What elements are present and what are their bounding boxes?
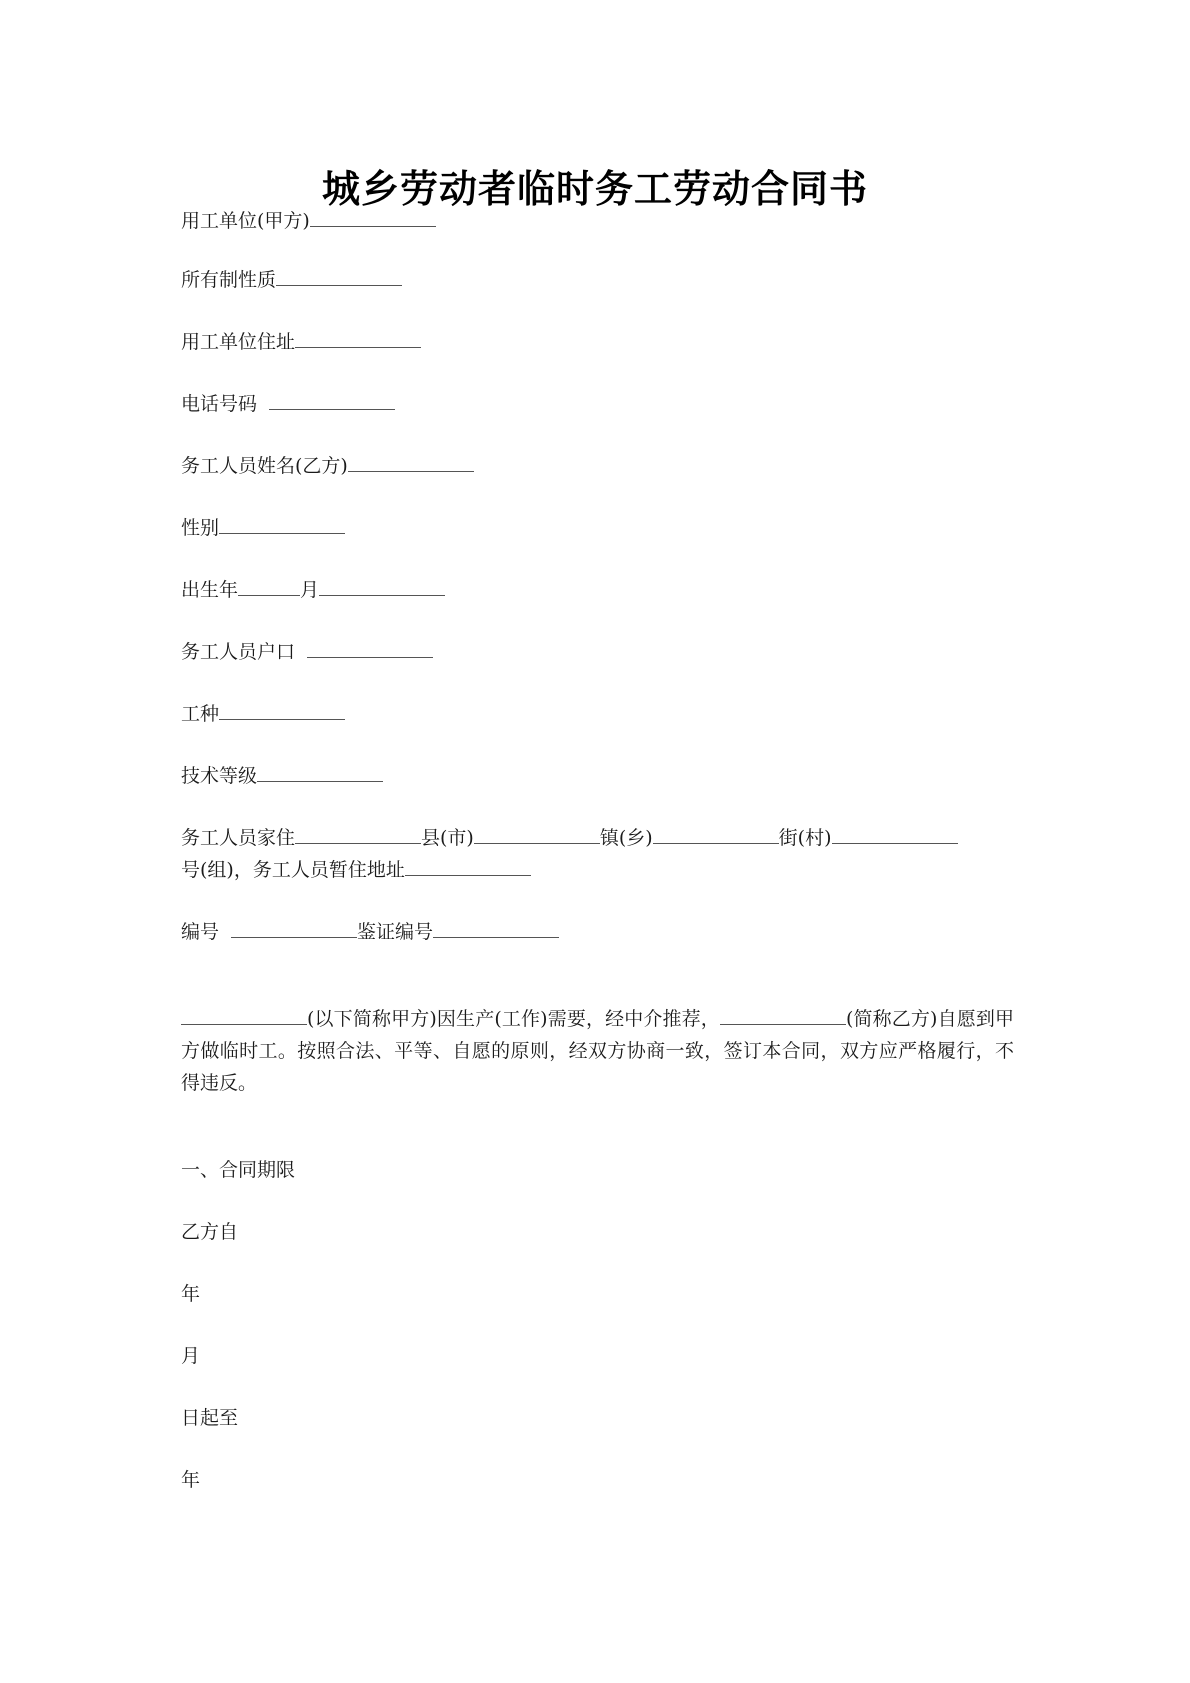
field-gender [181, 512, 345, 544]
fill-blank[interactable] [653, 823, 779, 844]
fill-blank[interactable] [219, 699, 345, 720]
fill-blank[interactable] [181, 1004, 307, 1025]
intro-paragraph [181, 1003, 1014, 1099]
field-serial-numbers [181, 916, 559, 948]
term-line: 月 [181, 1345, 201, 1367]
field-label: 鉴证编号 [357, 921, 434, 943]
field-label: 务工人员户口 [181, 641, 296, 663]
field-label: 出生年 [181, 579, 239, 601]
field-worker-hukou [181, 636, 433, 668]
field-employer [181, 205, 436, 237]
fill-blank[interactable] [276, 265, 402, 286]
field-label: 镇(乡) [599, 827, 653, 849]
fill-blank[interactable] [295, 823, 421, 844]
field-label: 所有制性质 [181, 269, 277, 291]
field-label: 编号 [181, 921, 220, 943]
field-employer-address [181, 326, 421, 358]
fill-blank[interactable] [832, 823, 958, 844]
field-birth [181, 574, 445, 606]
field-job-type [181, 698, 345, 730]
field-label: 县(市) [421, 827, 474, 849]
term-line: 年 [181, 1283, 201, 1305]
fill-blank[interactable] [348, 451, 474, 472]
section-heading: 一、合同期限 [181, 1159, 296, 1181]
field-label: 月 [300, 579, 320, 601]
field-label: 性别 [181, 517, 220, 539]
field-skill-level [181, 760, 383, 792]
term-line: 年 [181, 1469, 201, 1491]
fill-blank[interactable] [231, 917, 357, 938]
intro-text: (简称乙方)自愿到甲方做临时工。按照合法、平等、自愿的原则，经双方协商一致，签订本合同，双方应严格履行，不得违反。 [181, 1008, 1014, 1094]
fill-blank[interactable] [405, 855, 531, 876]
term-line: 日起至 [181, 1407, 239, 1429]
field-label: 用工单位(甲方) [181, 210, 310, 232]
term-line: 乙方自 [181, 1221, 239, 1243]
fill-blank[interactable] [257, 761, 383, 782]
fill-blank[interactable] [433, 917, 559, 938]
field-home-address [181, 822, 958, 854]
intro-text: (以下简称甲方)因生产(工作)需要，经中介推荐， [307, 1008, 720, 1030]
field-label: 务工人员家住 [181, 827, 296, 849]
field-label: 工种 [181, 703, 220, 725]
field-label: 电话号码 [181, 393, 258, 415]
field-label: 街(村) [778, 827, 832, 849]
fill-blank[interactable] [310, 206, 436, 227]
field-label: 务工人员姓名(乙方) [181, 455, 348, 477]
page-title: 城乡劳动者临时务工劳动合同书 [321, 167, 868, 211]
fill-blank[interactable] [269, 389, 395, 410]
fill-blank[interactable] [474, 823, 600, 844]
fill-blank[interactable] [238, 575, 300, 596]
field-phone [181, 388, 395, 420]
fill-blank[interactable] [319, 575, 445, 596]
field-label: 技术等级 [181, 765, 258, 787]
field-worker-name [181, 450, 474, 482]
fill-blank[interactable] [219, 513, 345, 534]
field-temp-address [181, 854, 531, 886]
field-label: 号(组)，务工人员暂住地址 [181, 859, 405, 881]
field-ownership [181, 264, 402, 296]
fill-blank[interactable] [307, 637, 433, 658]
field-label: 用工单位住址 [181, 331, 296, 353]
fill-blank[interactable] [720, 1004, 846, 1025]
fill-blank[interactable] [295, 327, 421, 348]
